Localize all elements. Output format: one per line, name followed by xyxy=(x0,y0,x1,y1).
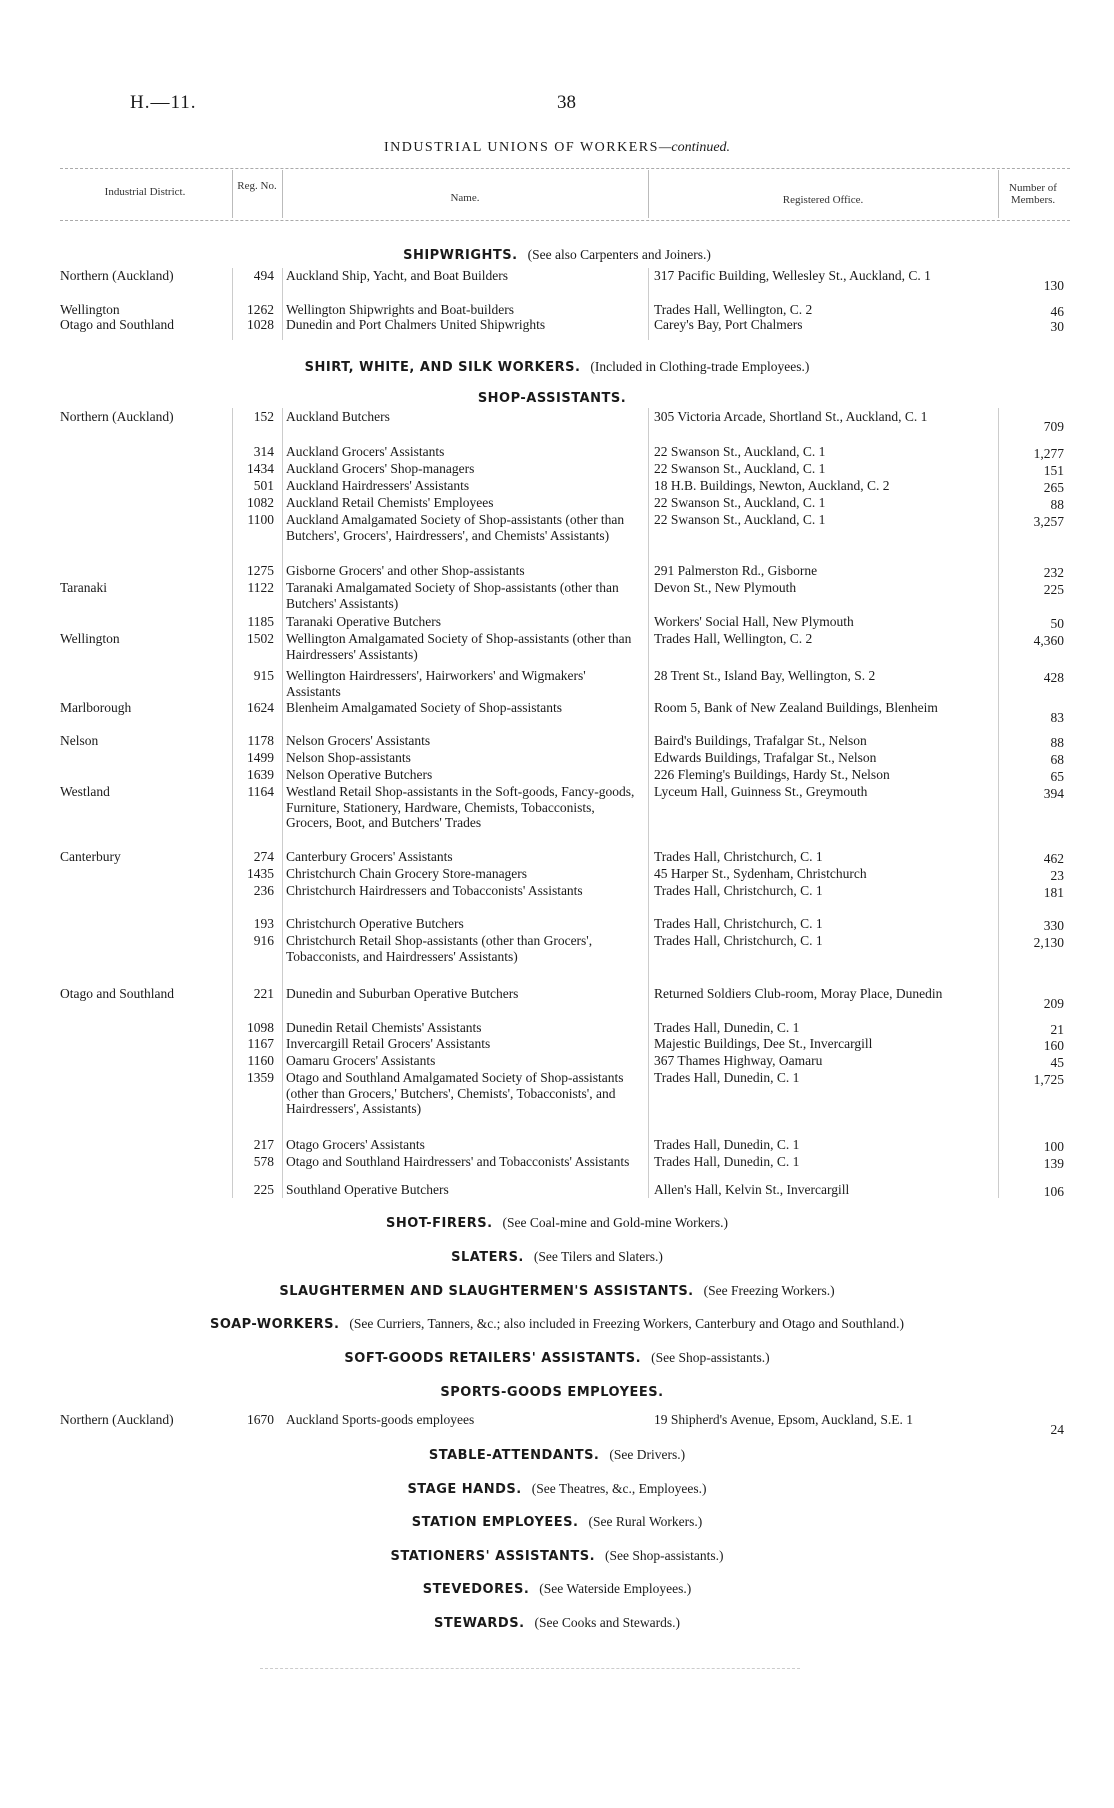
row-district: Northern (Auckland) xyxy=(60,268,174,283)
header-divider xyxy=(282,170,283,218)
section-stewards xyxy=(0,1614,1114,1633)
section-heading: SLATERS. xyxy=(451,1250,524,1265)
row-members: 709 xyxy=(1043,419,1064,434)
section-note: (See Tilers and Slaters.) xyxy=(533,1249,663,1264)
section-heading: STEWARDS. xyxy=(433,1616,525,1631)
section-heading: STABLE-ATTENDANTS. xyxy=(428,1448,600,1463)
section-shop-assistants xyxy=(0,389,1114,408)
row-reg-no: 1359 xyxy=(247,1070,274,1085)
row-reg-no: 916 xyxy=(253,933,274,948)
row-name: Auckland Ship, Yacht, and Boat Builders xyxy=(286,268,508,283)
row-name: Christchurch Operative Butchers xyxy=(286,916,464,931)
title-text: INDUSTRIAL UNIONS OF WORKERS xyxy=(383,140,659,155)
row-name: Invercargill Retail Grocers' Assistants xyxy=(286,1036,491,1051)
row-name: Blenheim Amalgamated Society of Shop-assistants xyxy=(286,700,562,715)
row-reg-no: 1499 xyxy=(247,750,274,765)
section-stevedores xyxy=(0,1580,1114,1599)
row-members: 100 xyxy=(1043,1139,1064,1154)
row-members: 83 xyxy=(1050,710,1064,725)
row-office: Trades Hall, Dunedin, C. 1 xyxy=(654,1020,800,1035)
row-name: Auckland Butchers xyxy=(286,409,390,424)
row-reg-no: 1082 xyxy=(247,495,274,510)
row-reg-no: 578 xyxy=(253,1154,274,1169)
row-office: Room 5, Bank of New Zealand Buildings, Blenheim xyxy=(654,700,938,715)
row-reg-no: 1434 xyxy=(247,461,274,476)
row-reg-no: 1624 xyxy=(247,700,274,715)
section-shot-firers xyxy=(0,1214,1114,1233)
row-office: Trades Hall, Christchurch, C. 1 xyxy=(654,849,823,864)
row-district: Wellington xyxy=(60,302,120,317)
row-office: 28 Trent St., Island Bay, Wellington, S. 2 xyxy=(654,668,876,683)
row-name: Dunedin and Port Chalmers United Shipwrights xyxy=(286,317,546,332)
header-bottom-rule xyxy=(60,220,1070,221)
footer-rule xyxy=(260,1668,800,1669)
row-members: 225 xyxy=(1043,582,1064,597)
row-name: Christchurch Hairdressers and Tobacconists' Assistants xyxy=(286,883,583,898)
section-soft-goods xyxy=(0,1349,1114,1368)
row-members: 394 xyxy=(1043,786,1064,801)
section-heading: SHIPWRIGHTS. xyxy=(403,248,518,263)
section-note: (See Curriers, Tanners, &c.; also included in Freezing Workers, Canterbury and Otago and Southland.) xyxy=(349,1316,904,1331)
section-heading: SPORTS-GOODS EMPLOYEES. xyxy=(440,1385,664,1400)
row-office: 305 Victoria Arcade, Shortland St., Auckland, C. 1 xyxy=(654,409,928,424)
row-office: 18 H.B. Buildings, Newton, Auckland, C. 2 xyxy=(654,478,890,493)
section-shirt-workers xyxy=(0,358,1114,377)
row-reg-no: 1122 xyxy=(247,580,274,595)
row-members: 160 xyxy=(1043,1038,1064,1053)
section-heading: SHOT-FIRERS. xyxy=(385,1216,493,1231)
row-reg-no: 1435 xyxy=(247,866,274,881)
column-rule xyxy=(648,408,649,1198)
row-members: 209 xyxy=(1043,996,1064,1011)
row-reg-no: 494 xyxy=(253,268,274,283)
header-reg-no: Reg. No. xyxy=(237,180,277,192)
section-note: (See Waterside Employees.) xyxy=(539,1581,692,1596)
row-name: Dunedin Retail Chemists' Assistants xyxy=(286,1020,482,1035)
row-office: Trades Hall, Christchurch, C. 1 xyxy=(654,916,823,931)
row-members: 428 xyxy=(1043,670,1064,685)
row-name: Otago Grocers' Assistants xyxy=(286,1137,425,1152)
row-district: Taranaki xyxy=(60,580,108,595)
row-name: Christchurch Chain Grocery Store-managers xyxy=(286,866,528,881)
header-divider xyxy=(232,170,233,218)
section-shipwrights xyxy=(0,246,1114,265)
row-district: Otago and Southland xyxy=(60,986,174,1001)
header-divider xyxy=(648,170,649,218)
row-name: Wellington Amalgamated Society of Shop-assistants (other than Hairdressers' Assistants) xyxy=(286,631,632,662)
row-office: Trades Hall, Wellington, C. 2 xyxy=(654,631,813,646)
section-note: (Included in Clothing-trade Employees.) xyxy=(590,359,810,374)
row-reg-no: 1275 xyxy=(247,563,274,578)
row-name: Taranaki Amalgamated Society of Shop-assistants (other than Butchers' Assistants) xyxy=(286,580,619,611)
row-district: Nelson xyxy=(60,733,99,748)
row-name: Auckland Amalgamated Society of Shop-assistants (other than Butchers', Grocers', Hairdressers', and Chemists' Assistants) xyxy=(286,512,625,543)
row-district: Marlborough xyxy=(60,700,132,715)
row-office: Trades Hall, Dunedin, C. 1 xyxy=(654,1137,800,1152)
row-reg-no: 152 xyxy=(253,409,274,424)
row-members: 23 xyxy=(1050,868,1064,883)
row-members: 88 xyxy=(1050,497,1064,512)
row-office: 22 Swanson St., Auckland, C. 1 xyxy=(654,495,826,510)
row-office: 291 Palmerston Rd., Gisborne xyxy=(654,563,818,578)
row-reg-no: 274 xyxy=(253,849,274,864)
row-office: Trades Hall, Christchurch, C. 1 xyxy=(654,883,823,898)
page-reference: H.—11. xyxy=(130,92,197,113)
row-office: 19 Shipherd's Avenue, Epsom, Auckland, S.E. 1 xyxy=(654,1412,914,1427)
row-reg-no: 1160 xyxy=(247,1053,274,1068)
section-note: (See Cooks and Stewards.) xyxy=(534,1615,680,1630)
column-rule xyxy=(282,408,283,1198)
row-reg-no: 1639 xyxy=(247,767,274,782)
row-office: Lyceum Hall, Guinness St., Greymouth xyxy=(654,784,868,799)
column-rule xyxy=(648,268,649,340)
row-reg-no: 217 xyxy=(253,1137,274,1152)
section-heading: SHIRT, WHITE, AND SILK WORKERS. xyxy=(304,360,581,375)
row-district: Northern (Auckland) xyxy=(60,409,174,424)
row-members: 181 xyxy=(1043,885,1064,900)
row-district: Northern (Auckland) xyxy=(60,1412,174,1427)
row-office: Carey's Bay, Port Chalmers xyxy=(654,317,803,332)
row-name: Canterbury Grocers' Assistants xyxy=(286,849,453,864)
section-stage-hands xyxy=(0,1480,1114,1499)
row-office: Allen's Hall, Kelvin St., Invercargill xyxy=(654,1182,850,1197)
row-members: 88 xyxy=(1050,735,1064,750)
row-office: 22 Swanson St., Auckland, C. 1 xyxy=(654,461,826,476)
section-note: (See Coal-mine and Gold-mine Workers.) xyxy=(502,1215,729,1230)
row-name: Auckland Sports-goods employees xyxy=(286,1412,475,1427)
row-members: 151 xyxy=(1043,463,1064,478)
row-name: Westland Retail Shop-assistants in the Soft-goods, Fancy-goods, Furniture, Stationery, Hardware, Chemists, Tobacconists, Grocers, Boot, and Butchers' Trades xyxy=(286,784,635,830)
row-reg-no: 1502 xyxy=(247,631,274,646)
row-reg-no: 1100 xyxy=(247,512,274,527)
row-office: 22 Swanson St., Auckland, C. 1 xyxy=(654,512,826,527)
section-note: (See Shop-assistants.) xyxy=(605,1548,724,1563)
row-members: 3,257 xyxy=(1033,514,1064,529)
row-members: 65 xyxy=(1050,769,1064,784)
row-members: 232 xyxy=(1043,565,1064,580)
row-name: Taranaki Operative Butchers xyxy=(286,614,441,629)
row-office: Trades Hall, Dunedin, C. 1 xyxy=(654,1070,800,1085)
column-rule xyxy=(282,268,283,340)
row-office: Trades Hall, Dunedin, C. 1 xyxy=(654,1154,800,1169)
row-reg-no: 1178 xyxy=(247,733,274,748)
row-reg-no: 1262 xyxy=(247,302,274,317)
row-members: 330 xyxy=(1043,918,1064,933)
section-heading: STATION EMPLOYEES. xyxy=(411,1515,579,1530)
row-members: 106 xyxy=(1043,1184,1064,1199)
row-reg-no: 1167 xyxy=(247,1036,274,1051)
row-office: 317 Pacific Building, Wellesley St., Auckland, C. 1 xyxy=(654,268,931,283)
row-name: Auckland Retail Chemists' Employees xyxy=(286,495,494,510)
section-stationers-assistants xyxy=(0,1547,1114,1566)
row-name: Otago and Southland Hairdressers' and Tobacconists' Assistants xyxy=(286,1154,630,1169)
row-office: 367 Thames Highway, Oamaru xyxy=(654,1053,823,1068)
row-name: Wellington Hairdressers', Hairworkers' and Wigmakers' Assistants xyxy=(286,668,586,699)
row-name: Otago and Southland Amalgamated Society of Shop-assistants (other than Grocers,' Butchers', Chemists', Tobacconists', and Hairdressers', Assistants) xyxy=(286,1070,624,1116)
row-office: 22 Swanson St., Auckland, C. 1 xyxy=(654,444,826,459)
section-heading: STAGE HANDS. xyxy=(407,1482,522,1497)
section-heading: SOAP-WORKERS. xyxy=(210,1317,340,1332)
row-reg-no: 221 xyxy=(253,986,274,1001)
row-name: Nelson Shop-assistants xyxy=(286,750,411,765)
page-number: 38 xyxy=(557,92,576,113)
row-members: 46 xyxy=(1050,304,1064,319)
row-office: Baird's Buildings, Trafalgar St., Nelson xyxy=(654,733,867,748)
section-note: (See Freezing Workers.) xyxy=(703,1283,835,1298)
row-members: 265 xyxy=(1043,480,1064,495)
row-office: 226 Fleming's Buildings, Hardy St., Nelson xyxy=(654,767,890,782)
row-members: 21 xyxy=(1050,1022,1064,1037)
row-members: 24 xyxy=(1050,1422,1064,1437)
title-suffix: —continued. xyxy=(658,140,731,155)
row-reg-no: 225 xyxy=(253,1182,274,1197)
section-stable-attendants xyxy=(0,1446,1114,1465)
row-reg-no: 1028 xyxy=(247,317,274,332)
row-office: Returned Soldiers Club-room, Moray Place, Dunedin xyxy=(654,986,943,1001)
row-office: Trades Hall, Wellington, C. 2 xyxy=(654,302,813,317)
row-reg-no: 1098 xyxy=(247,1020,274,1035)
row-name: Auckland Hairdressers' Assistants xyxy=(286,478,470,493)
row-reg-no: 1185 xyxy=(247,614,274,629)
row-members: 139 xyxy=(1043,1156,1064,1171)
row-reg-no: 1164 xyxy=(247,784,274,799)
section-heading: SOFT-GOODS RETAILERS' ASSISTANTS. xyxy=(344,1351,642,1366)
section-soap-workers xyxy=(0,1315,1114,1334)
row-reg-no: 501 xyxy=(253,478,274,493)
section-note: (See Shop-assistants.) xyxy=(651,1350,770,1365)
row-office: Edwards Buildings, Trafalgar St., Nelson xyxy=(654,750,877,765)
section-note: (See Drivers.) xyxy=(609,1447,686,1462)
header-office: Registered Office. xyxy=(782,194,864,206)
row-name: Nelson Grocers' Assistants xyxy=(286,733,431,748)
header-name: Name. xyxy=(450,192,480,204)
row-members: 462 xyxy=(1043,851,1064,866)
row-district: Westland xyxy=(60,784,110,799)
section-heading: STEVEDORES. xyxy=(422,1582,530,1597)
header-top-rule xyxy=(60,168,1070,169)
row-name: Oamaru Grocers' Assistants xyxy=(286,1053,436,1068)
section-note: (See also Carpenters and Joiners.) xyxy=(527,247,711,262)
header-district: Industrial District. xyxy=(104,186,186,198)
row-name: Auckland Grocers' Assistants xyxy=(286,444,445,459)
section-slaughtermen xyxy=(0,1282,1114,1301)
section-heading: SLAUGHTERMEN AND SLAUGHTERMEN'S ASSISTANTS. xyxy=(279,1284,694,1299)
row-members: 68 xyxy=(1050,752,1064,767)
row-name: Wellington Shipwrights and Boat-builders xyxy=(286,302,515,317)
row-name: Southland Operative Butchers xyxy=(286,1182,449,1197)
row-district: Otago and Southland xyxy=(60,317,174,332)
row-members: 30 xyxy=(1050,319,1064,334)
section-slaters xyxy=(0,1248,1114,1267)
page-title xyxy=(0,140,1114,156)
header-members: Number of Members. xyxy=(1009,182,1057,206)
row-members: 45 xyxy=(1050,1055,1064,1070)
section-station-employees xyxy=(0,1513,1114,1532)
section-heading: STATIONERS' ASSISTANTS. xyxy=(390,1549,596,1564)
row-reg-no: 193 xyxy=(253,916,274,931)
row-members: 1,725 xyxy=(1033,1072,1064,1087)
row-members: 1,277 xyxy=(1033,446,1064,461)
row-members: 50 xyxy=(1050,616,1064,631)
section-note: (See Rural Workers.) xyxy=(588,1514,703,1529)
row-district: Canterbury xyxy=(60,849,121,864)
row-office: Workers' Social Hall, New Plymouth xyxy=(654,614,854,629)
row-reg-no: 236 xyxy=(253,883,274,898)
row-office: Majestic Buildings, Dee St., Invercargill xyxy=(654,1036,873,1051)
row-name: Nelson Operative Butchers xyxy=(286,767,433,782)
row-office: Devon St., New Plymouth xyxy=(654,580,797,595)
row-members: 2,130 xyxy=(1033,935,1064,950)
header-divider xyxy=(998,170,999,218)
row-name: Dunedin and Suburban Operative Butchers xyxy=(286,986,519,1001)
section-sports-goods xyxy=(0,1383,1114,1402)
row-reg-no: 314 xyxy=(253,444,274,459)
section-note: (See Theatres, &c., Employees.) xyxy=(531,1481,707,1496)
row-reg-no: 1670 xyxy=(247,1412,274,1427)
row-reg-no: 915 xyxy=(253,668,274,683)
row-office: 45 Harper St., Sydenham, Christchurch xyxy=(654,866,867,881)
row-name: Auckland Grocers' Shop-managers xyxy=(286,461,475,476)
row-members: 130 xyxy=(1043,278,1064,293)
section-heading: SHOP-ASSISTANTS. xyxy=(477,391,627,406)
row-office: Trades Hall, Christchurch, C. 1 xyxy=(654,933,823,948)
row-name: Gisborne Grocers' and other Shop-assistants xyxy=(286,563,525,578)
row-name: Christchurch Retail Shop-assistants (other than Grocers', Tobacconists, and Hairdressers' Assistants) xyxy=(286,933,593,964)
row-members: 4,360 xyxy=(1033,633,1064,648)
row-district: Wellington xyxy=(60,631,120,646)
